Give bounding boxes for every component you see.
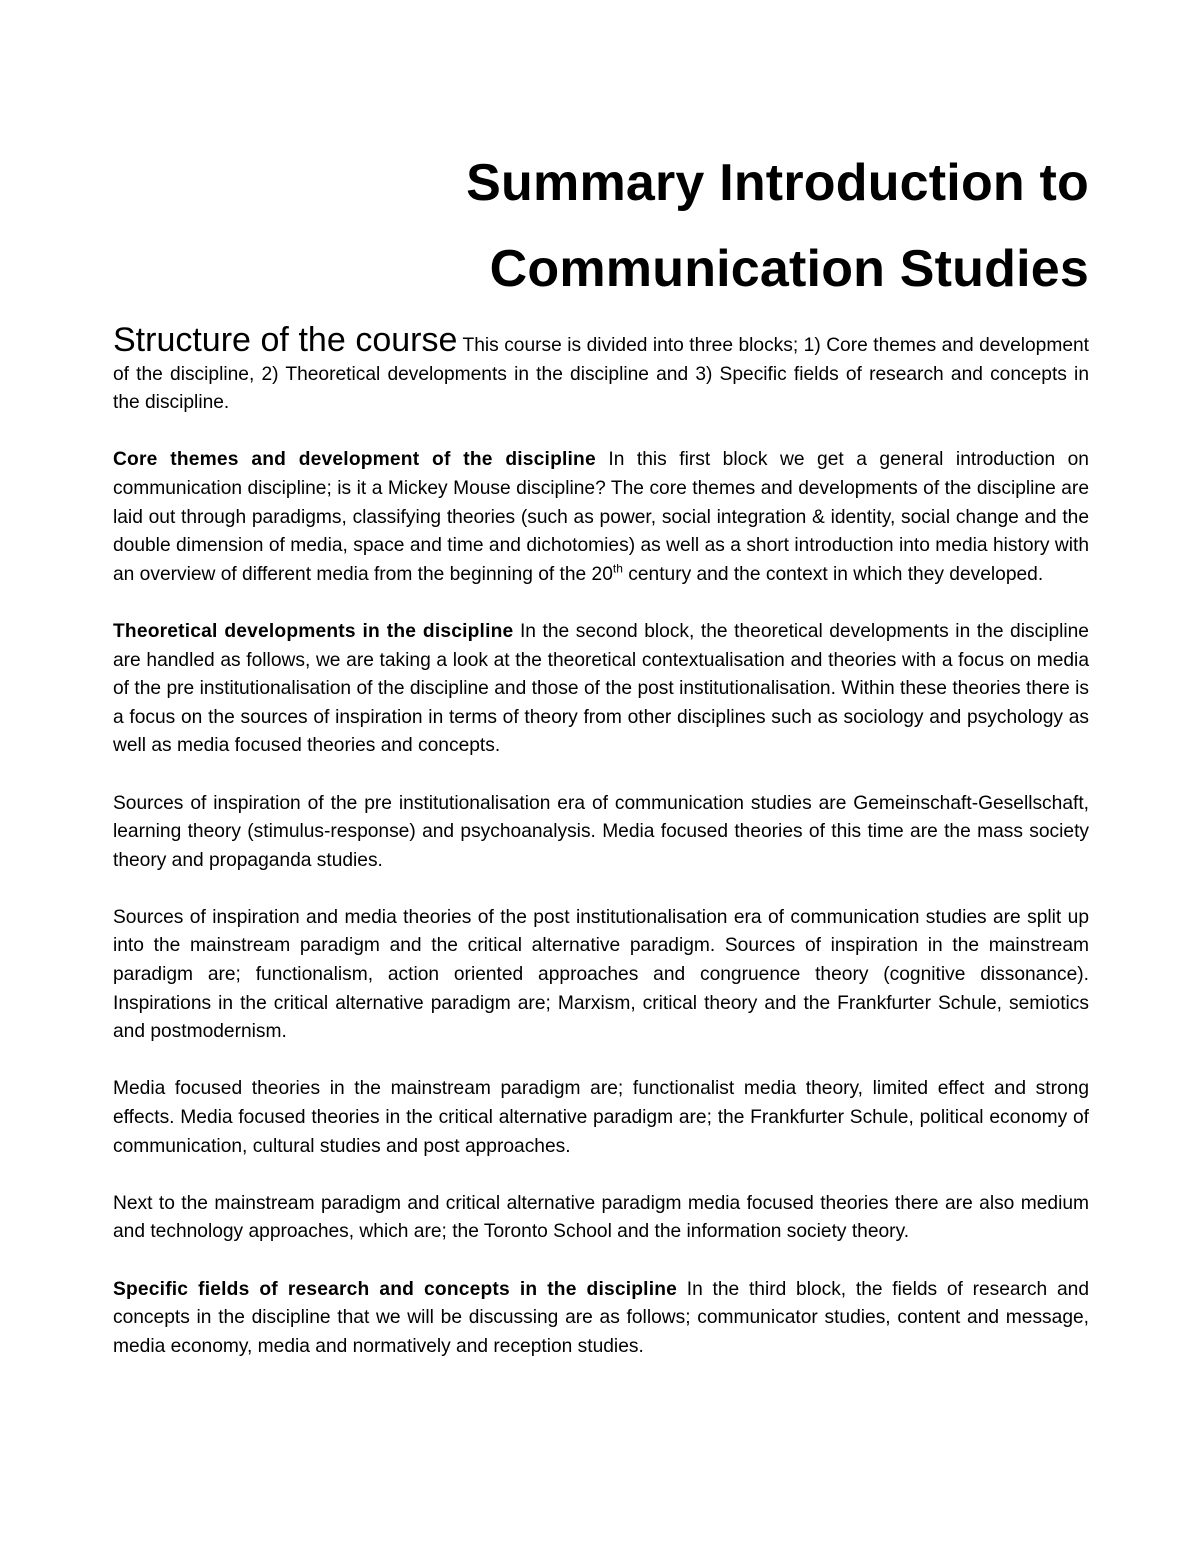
core-themes-heading: Core themes and development of the discipline xyxy=(113,449,596,471)
core-themes-paragraph xyxy=(113,446,1089,589)
core-themes-text: In this first block we get a general introduction on communication discipline; is it a Mickey Mouse discipline? The core themes and developments of the discipline are laid out through paradigms, classifying theories (such as power, social integration & identity, social change and the double dimension of media, space and time and dichotomies) as well as a short introduction into media history with an overview of different media from the beginning of the 20 xyxy=(113,449,1089,585)
specific-fields-text: In the third block, the fields of research and concepts in the discipline that we will be discussing are as follows; communicator studies, content and message, media economy, media and normatively and reception studies. xyxy=(113,1278,1089,1357)
pre-institutionalisation-paragraph: Sources of inspiration of the pre institutionalisation era of communication studies are Gemeinschaft-Gesellschaft, learning theory (stimulus-response) and psychoanalysis. Media focused theories of this time are the mass society theory and propaganda studies. xyxy=(113,792,1089,871)
title-line-2: Communication Studies xyxy=(489,240,1089,298)
specific-fields-paragraph xyxy=(113,1276,1089,1362)
theoretical-paragraph xyxy=(113,618,1089,761)
title-line-1: Summary Introduction to xyxy=(466,154,1089,212)
structure-text: This course is divided into three blocks; 1) Core themes and development of the discipline, 2) Theoretical developments in the discipline and 3) Specific fields of research and concepts in the discipline. xyxy=(113,335,1090,414)
theoretical-text: In the second block, the theoretical developments in the discipline are handled as follows, we are taking a look at the theoretical contextualisation and theories with a focus on media of the pre institutionalisation of the discipline and those of the post institutionalisation. Within these theories there is a focus on the sources of inspiration in terms of theory from other disciplines such as sociology and psychology as well as media focused theories and concepts. xyxy=(113,620,1089,757)
structure-paragraph xyxy=(113,321,1090,418)
medium-technology-paragraph: Next to the mainstream paradigm and critical alternative paradigm media focused theories there are also medium and technology approaches, which are; the Toronto School and the information society theory. xyxy=(113,1192,1089,1243)
document-title xyxy=(113,140,1089,312)
theoretical-heading: Theoretical developments in the discipline xyxy=(113,620,514,642)
core-themes-text-end: century and the context in which they developed. xyxy=(622,563,1044,585)
core-themes-superscript: th xyxy=(612,561,623,576)
post-institutionalisation-paragraph: Sources of inspiration and media theories of the post institutionalisation era of communication studies are split up into the mainstream paradigm and the critical alternative paradigm. Sources of inspiration in the mainstream paradigm are; functionalism, action oriented approaches and congruence theory (cognitive dissonance). Inspirations in the critical alternative paradigm are; Marxism, critical theory and the Frankfurter Schule, semiotics and postmodernism. xyxy=(113,906,1089,1043)
document-page xyxy=(113,140,1089,1361)
structure-heading: Structure of the course xyxy=(113,321,458,359)
specific-fields-heading: Specific fields of research and concepts in the discipline xyxy=(113,1278,678,1300)
media-theories-paragraph: Media focused theories in the mainstream paradigm are; functionalist media theory, limited effect and strong effects. Media focused theories in the critical alternative paradigm are; the Frankfurter Schule, political economy of communication, cultural studies and post approaches. xyxy=(113,1078,1089,1157)
